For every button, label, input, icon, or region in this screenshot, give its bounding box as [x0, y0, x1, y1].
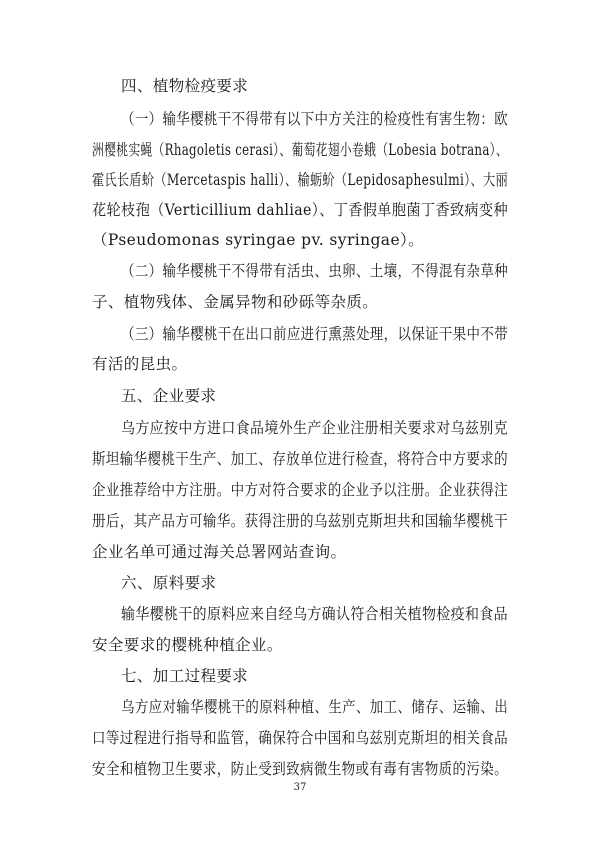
para-4-line-5-text: 企业名单可通过海关总署网站查询。 [92, 543, 347, 561]
para-6-line-2 [0, 728, 600, 748]
para-6-line-3 [0, 759, 600, 779]
para-2-line-2-text: 子、植物残体、金属异物和砂砾等杂质。 [92, 293, 379, 311]
heading-4 [0, 76, 600, 96]
para-4-line-1 [0, 418, 600, 438]
heading-7-text: 七、加工过程要求 [121, 667, 249, 685]
heading-6 [0, 573, 600, 593]
para-2-line-1-text: （二）输华樱桃干不得带有活虫、虫卵、土壤，不得混有杂草种 [121, 262, 509, 280]
para-6-line-1 [0, 697, 600, 717]
para-5-line-2-text: 安全要求的樱桃种植企业。 [92, 636, 283, 654]
para-1-line-5 [0, 230, 600, 250]
heading-6-text: 六、原料要求 [121, 574, 217, 592]
heading-5-text: 五、企业要求 [121, 387, 217, 405]
para-5-line-1-text: 输华樱桃干的原料应来自经乌方确认符合相关植物检疫和食品 [121, 605, 508, 623]
para-6-line-3-text: 安全和植物卫生要求，防止受到致病微生物或有毒有害物质的污染。 [92, 760, 509, 778]
para-4-line-5 [0, 542, 600, 562]
para-1-line-4-text: 花轮枝孢（Verticillium dahliae）、丁香假单胞菌丁香致病变种 [92, 201, 508, 219]
para-3-line-2-text: 有活的昆虫。 [92, 355, 188, 373]
heading-5 [0, 386, 600, 406]
para-4-line-2 [0, 449, 600, 469]
para-2-line-1 [0, 261, 600, 281]
para-4-line-1-text: 乌方应按中方进口食品境外生产企业注册相关要求对乌兹别克 [121, 419, 508, 437]
para-1-line-4 [0, 200, 600, 220]
para-3-line-2 [0, 354, 600, 374]
para-4-line-3-text: 企业推荐给中方注册。中方对符合要求的企业予以注册。企业获得注 [92, 481, 509, 499]
para-4-line-3 [0, 480, 600, 500]
para-3-line-1 [0, 324, 600, 344]
para-1-line-2-text: 洲樱桃实蝇（Rhagoletis cerasi）、葡萄花翅小卷蛾（Lobesia botrana）、 [92, 141, 508, 159]
heading-4-text: 四、植物检疫要求 [121, 77, 249, 95]
para-1-line-2 [0, 140, 600, 160]
para-1-line-5-text: （Pseudomonas syringae pv. syringae）。 [92, 231, 425, 249]
para-4-line-4 [0, 511, 600, 531]
para-1-line-1 [0, 109, 600, 129]
para-6-line-1-text: 乌方应对输华樱桃干的原料种植、生产、加工、储存、运输、出 [121, 698, 509, 716]
para-2-line-2 [0, 292, 600, 312]
para-5-line-1 [0, 604, 600, 624]
para-6-line-2-text: 口等过程进行指导和监管，确保符合中国和乌兹别克斯坦的相关食品 [92, 729, 509, 747]
para-1-line-3 [0, 170, 600, 190]
para-5-line-2 [0, 635, 600, 655]
para-4-line-2-text: 斯坦输华樱桃干生产、加工、存放单位进行检查，将符合中方要求的 [92, 450, 509, 468]
para-4-line-4-text: 册后，其产品方可输华。获得注册的乌兹别克斯坦共和国输华樱桃干 [92, 512, 509, 530]
para-3-line-1-text: （三）输华樱桃干在出口前应进行熏蒸处理，以保证干果中不带 [121, 325, 509, 343]
page-number: 37 [293, 782, 307, 793]
heading-7 [0, 666, 600, 686]
para-1-line-3-text: 霍氏长盾蚧（Mercetaspis halli）、榆蛎蚧（Lepidosaphesulmi）、大丽 [92, 171, 508, 189]
para-1-line-1-text: （一）输华樱桃干不得带有以下中方关注的检疫性有害生物：欧 [121, 110, 509, 128]
